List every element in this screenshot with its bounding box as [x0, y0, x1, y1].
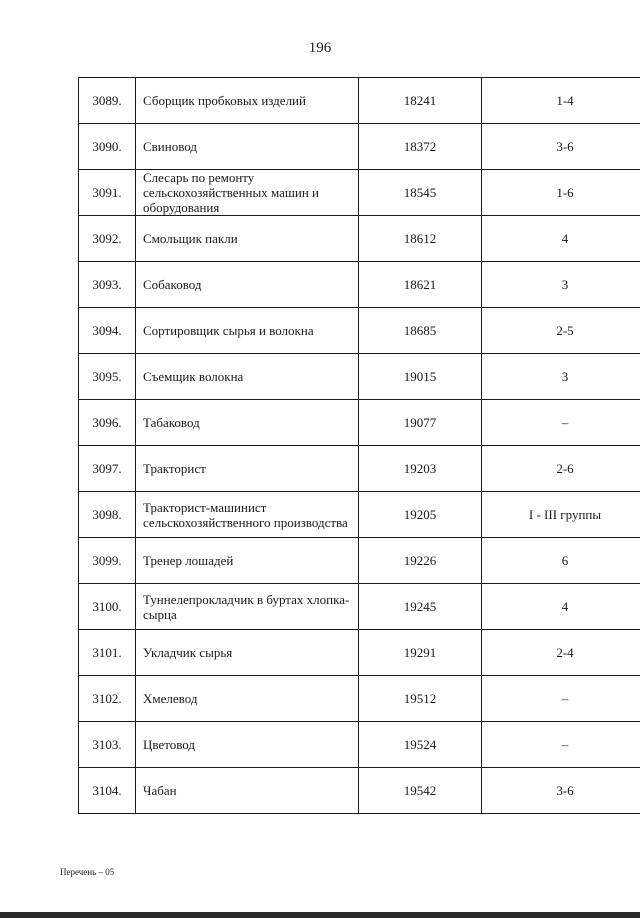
profession-code: 18241: [359, 78, 482, 124]
grade-range: 4: [482, 584, 640, 630]
row-number: 3101.: [79, 630, 136, 676]
grade-range: 3-6: [482, 768, 640, 814]
profession-code: 19205: [359, 492, 482, 538]
grade-range: 3: [482, 262, 640, 308]
table-row: [79, 78, 640, 124]
table-row: [79, 170, 640, 216]
table-row: [79, 584, 640, 630]
row-number: 3089.: [79, 78, 136, 124]
table-row: [79, 630, 640, 676]
profession-code: 18612: [359, 216, 482, 262]
profession-name: Сборщик пробковых изделий: [136, 78, 359, 124]
profession-code: 18372: [359, 124, 482, 170]
grade-range: 2-6: [482, 446, 640, 492]
profession-code: 19542: [359, 768, 482, 814]
profession-code: 18621: [359, 262, 482, 308]
row-number: 3099.: [79, 538, 136, 584]
row-number: 3090.: [79, 124, 136, 170]
row-number: 3100.: [79, 584, 136, 630]
table-row: [79, 400, 640, 446]
row-number: 3094.: [79, 308, 136, 354]
profession-name: Тренер лошадей: [136, 538, 359, 584]
grade-range: I - III группы: [482, 492, 640, 538]
profession-name: Сортировщик сырья и волокна: [136, 308, 359, 354]
row-number: 3091.: [79, 170, 136, 216]
grade-range: 1-6: [482, 170, 640, 216]
profession-code: 19291: [359, 630, 482, 676]
grade-range: 4: [482, 216, 640, 262]
profession-code: 19077: [359, 400, 482, 446]
profession-code: 19512: [359, 676, 482, 722]
grade-range: –: [482, 722, 640, 768]
profession-code: 19245: [359, 584, 482, 630]
table-row: [79, 354, 640, 400]
profession-code: 19203: [359, 446, 482, 492]
profession-code: 19226: [359, 538, 482, 584]
profession-name: Тракторист: [136, 446, 359, 492]
profession-name: Укладчик сырья: [136, 630, 359, 676]
grade-range: –: [482, 676, 640, 722]
table-row: [79, 492, 640, 538]
row-number: 3092.: [79, 216, 136, 262]
row-number: 3096.: [79, 400, 136, 446]
profession-code: 18545: [359, 170, 482, 216]
table-row: [79, 124, 640, 170]
footer-label: Перечень – 05: [60, 867, 115, 877]
grade-range: 1-4: [482, 78, 640, 124]
table-row: [79, 676, 640, 722]
table-row: [79, 308, 640, 354]
table-row: [79, 446, 640, 492]
grade-range: 2-5: [482, 308, 640, 354]
profession-name: Съемщик волокна: [136, 354, 359, 400]
profession-name: Хмелевод: [136, 676, 359, 722]
table-row: [79, 262, 640, 308]
profession-name: Свиновод: [136, 124, 359, 170]
scan-edge: [0, 912, 640, 918]
page-number: 196: [308, 40, 332, 56]
row-number: 3095.: [79, 354, 136, 400]
profession-code: 19015: [359, 354, 482, 400]
profession-code: 18685: [359, 308, 482, 354]
profession-name: Слесарь по ремонту сельскохозяйственных машин и оборудования: [136, 170, 359, 216]
profession-name: Тракторист-машинист сельскохозяйственного производства: [136, 492, 359, 538]
grade-range: 3-6: [482, 124, 640, 170]
row-number: 3102.: [79, 676, 136, 722]
grade-range: 6: [482, 538, 640, 584]
grade-range: 3: [482, 354, 640, 400]
profession-name: Смольщик пакли: [136, 216, 359, 262]
grade-range: –: [482, 400, 640, 446]
profession-code: 19524: [359, 722, 482, 768]
row-number: 3093.: [79, 262, 136, 308]
row-number: 3098.: [79, 492, 136, 538]
grade-range: 2-4: [482, 630, 640, 676]
row-number: 3104.: [79, 768, 136, 814]
professions-table: [78, 77, 640, 814]
profession-name: Табаковод: [136, 400, 359, 446]
table-row: [79, 768, 640, 814]
table-row: [79, 216, 640, 262]
profession-name: Туннелепрокладчик в буртах хлопка-сырца: [136, 584, 359, 630]
row-number: 3103.: [79, 722, 136, 768]
row-number: 3097.: [79, 446, 136, 492]
profession-name: Собаковод: [136, 262, 359, 308]
profession-name: Чабан: [136, 768, 359, 814]
table-row: [79, 538, 640, 584]
table-row: [79, 722, 640, 768]
profession-name: Цветовод: [136, 722, 359, 768]
